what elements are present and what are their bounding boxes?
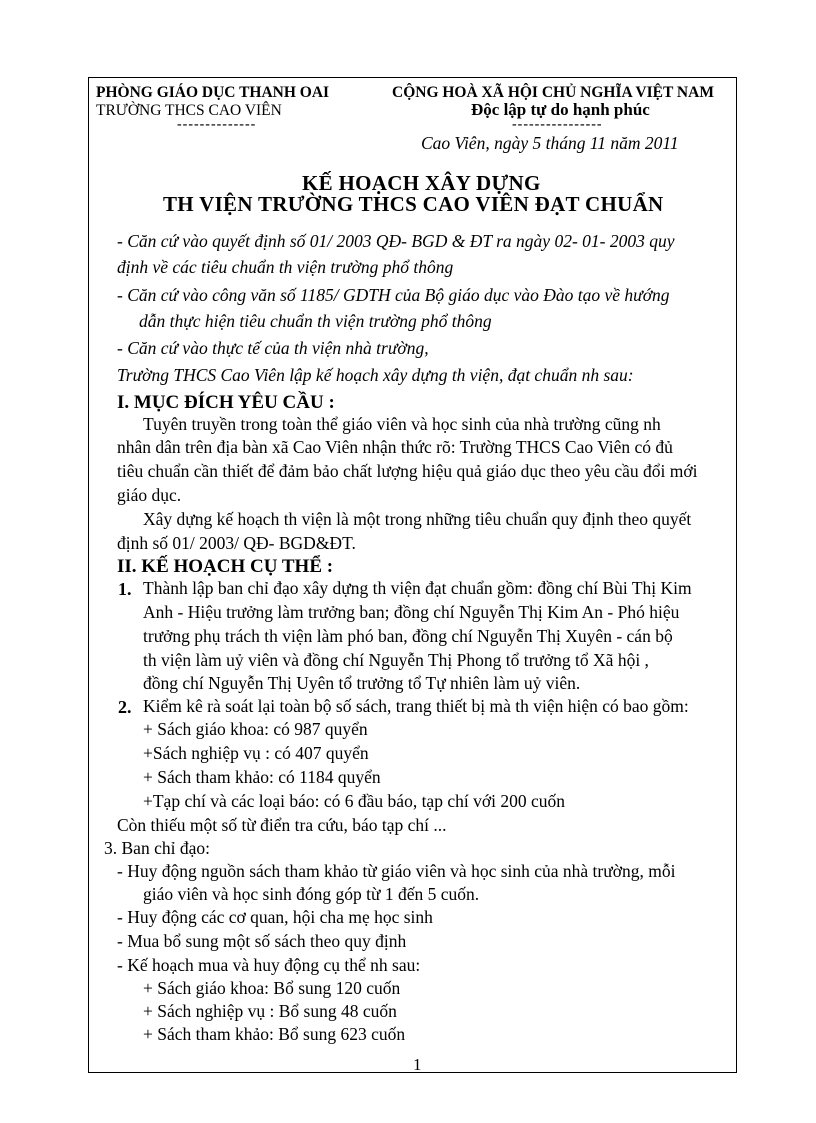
steering-line: - Huy động các cơ quan, hội cha mẹ học sinh (117, 907, 433, 927)
paragraph-line: giáo dục. (117, 485, 182, 505)
paragraph-line: Xây dựng kế hoạch th viện là một trong những tiêu chuẩn quy định theo quyết (143, 509, 692, 529)
inventory-line: + Sách tham khảo: có 1184 quyển (143, 767, 381, 787)
shortage-note: Còn thiếu một số từ điển tra cứu, báo tạp chí ... (117, 815, 447, 835)
steering-line: giáo viên và học sinh đóng góp từ 1 đến 5 cuốn. (143, 884, 480, 904)
right-divider: ---------------- (512, 117, 603, 132)
inventory-line: +Sách nghiệp vụ : có 407 quyển (143, 743, 369, 763)
item-line: Anh - Hiệu trưởng làm trưởng ban; đồng chí Nguyễn Thị Kim An - Phó hiệu (143, 602, 680, 622)
paragraph-line: nhân dân trên địa bàn xã Cao Viên nhận thức rõ: Trường THCS Cao Viên có đủ (117, 437, 673, 457)
item-line: th viện làm uỷ viên và đồng chí Nguyễn Thị Phong tổ trưởng tổ Xã hội , (143, 650, 649, 670)
item-line: Kiểm kê rà soát lại toàn bộ số sách, trang thiết bị mà th viện hiện có bao gồm: (143, 696, 689, 716)
steering-line: - Mua bổ sung một số sách theo quy định (117, 931, 407, 951)
country-name: CỘNG HOÀ XÃ HỘI CHỦ NGHĨA VIỆT NAM (392, 84, 714, 101)
inventory-line: + Sách giáo khoa: có 987 quyển (143, 719, 368, 739)
date-line: Cao Viên, ngày 5 tháng 11 năm 2011 (421, 133, 679, 153)
item-number: 2. (118, 697, 132, 717)
basis-line: Trường THCS Cao Viên lập kế hoạch xây dựng th viện, đạt chuẩn nh sau: (117, 365, 634, 385)
purchase-line: + Sách nghiệp vụ : Bổ sung 48 cuốn (143, 1001, 397, 1021)
item-line: trưởng phụ trách th viện làm phó ban, đồng chí Nguyễn Thị Xuyên - cán bộ (143, 626, 673, 646)
basis-line: - Căn cứ vào quyết định số 01/ 2003 QĐ- BGD & ĐT ra ngày 02- 01- 2003 quy (117, 231, 675, 251)
item-number: 1. (118, 579, 132, 599)
inventory-line: +Tạp chí và các loại báo: có 6 đầu báo, tạp chí với 200 cuốn (143, 791, 565, 811)
basis-line: - Căn cứ vào thực tế của th viện nhà trường, (117, 338, 429, 358)
item-line: đồng chí Nguyễn Thị Uyên tổ trưởng tổ Tự nhiên làm uỷ viên. (143, 673, 581, 693)
item-line: Thành lập ban chỉ đạo xây dựng th viện đạt chuẩn gồm: đồng chí Bùi Thị Kim (143, 578, 692, 598)
steering-line: - Kế hoạch mua và huy động cụ thể nh sau: (117, 955, 421, 975)
section-heading-purpose: I. MỤC ĐÍCH YÊU CẦU : (117, 392, 335, 413)
national-motto: Độc lập tự do hạnh phúc (471, 100, 650, 119)
dept-name: PHÒNG GIÁO DỤC THANH OAI (96, 84, 330, 101)
page-number: 1 (413, 1055, 422, 1074)
basis-line: định về các tiêu chuẩn th viện trường phổ thông (117, 257, 454, 277)
paragraph-line: tiêu chuẩn cần thiết để đảm bảo chất lượng hiệu quả giáo dục theo yêu cầu đổi mới (117, 461, 698, 481)
purchase-line: + Sách tham khảo: Bổ sung 623 cuốn (143, 1024, 406, 1044)
doc-title-line2: TH VIỆN TRƯỜNG THCS CAO VIÊN ĐẠT CHUẨN (163, 192, 664, 216)
basis-line: - Căn cứ vào công văn số 1185/ GDTH của Bộ giáo dục vào Đào tạo về hướng (117, 285, 670, 305)
section-heading-plan: II. KẾ HOẠCH CỤ THỂ : (117, 556, 334, 577)
paragraph-line: định số 01/ 2003/ QĐ- BGD&ĐT. (117, 533, 356, 553)
paragraph-line: Tuyên truyền trong toàn thể giáo viên và học sinh của nhà trường cũng nh (143, 414, 661, 434)
basis-line: dẫn thực hiện tiêu chuẩn th viện trường phổ thông (139, 311, 492, 331)
school-name: TRƯỜNG THCS CAO VIÊN (96, 102, 282, 119)
steering-heading: 3. Ban chỉ đạo: (104, 838, 210, 858)
steering-line: - Huy động nguồn sách tham khảo từ giáo viên và học sinh của nhà trường, mỗi (117, 861, 676, 881)
left-divider: -------------- (177, 117, 257, 132)
doc-title-line1: KẾ HOẠCH XÂY DỰNG (302, 171, 541, 195)
purchase-line: + Sách giáo khoa: Bổ sung 120 cuốn (143, 978, 401, 998)
